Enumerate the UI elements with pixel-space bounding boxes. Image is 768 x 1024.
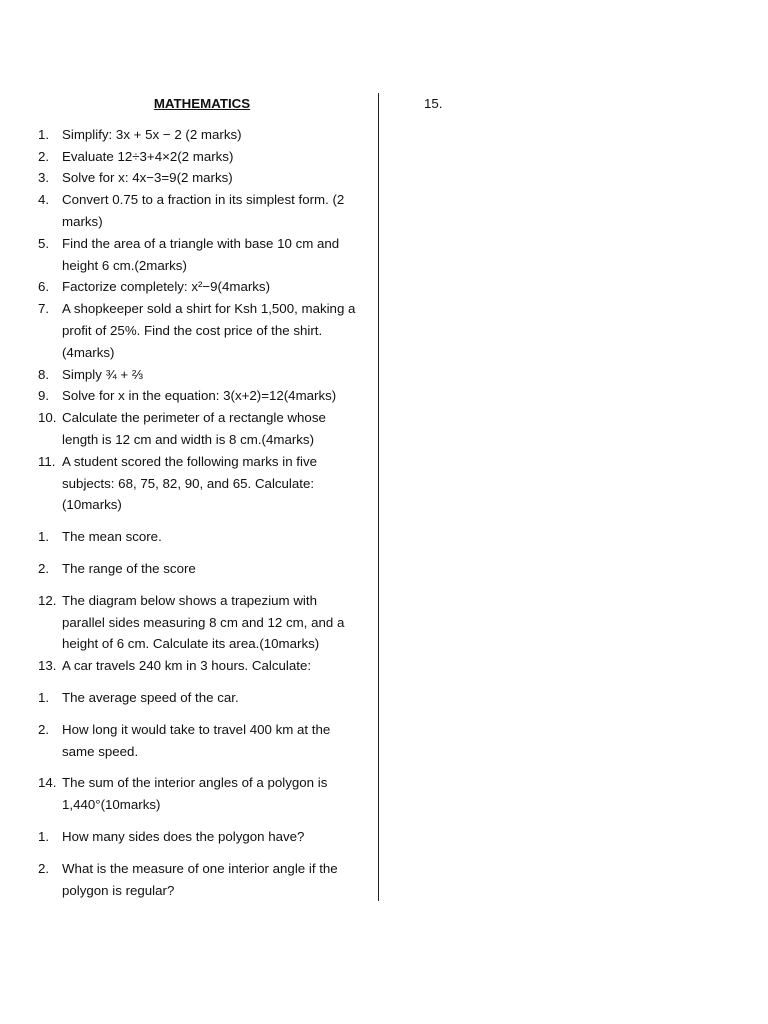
sub-question-text: The mean score. [62,529,162,545]
question-text: Convert 0.75 to a fraction in its simplest form. (2 marks) [62,192,345,229]
question-9 [38,385,356,407]
sub-question-14-1 [38,826,356,848]
question-6 [38,276,356,298]
sub-question-number: 1. [38,828,50,844]
question-text: The sum of the interior angles of a polygon is 1,440°(10marks) [62,775,328,813]
question-text: A car travels 240 km in 3 hours. Calculate: [62,658,312,674]
sub-question-text: What is the measure of one interior angle if the polygon is regular? [62,860,338,898]
question-11 [38,451,356,516]
question-number: 13. [38,658,57,674]
question-number: 14. [38,775,57,791]
column-divider [378,93,379,901]
question-8 [38,364,356,386]
question-text: Simplify: 3x + 5x − 2 (2 marks) [62,126,242,142]
question-text: Calculate the perimeter of a rectangle whose length is 12 cm and width is 8 cm.(4marks) [62,410,326,447]
question-text: Find the area of a triangle with base 10 cm and height 6 cm.(2marks) [62,235,340,273]
question-number: 9. [38,388,50,404]
sub-question-number: 1. [38,529,50,545]
question-number: 4. [38,192,50,208]
question-3 [38,167,356,189]
sub-question-number: 2. [38,721,50,737]
question-1 [38,124,356,146]
question-text: A student scored the following marks in five subjects: 68, 75, 82, 90, and 65. Calculate: (10marks) [62,453,317,513]
question-text: Simply ¾ + ⅔ [62,366,143,382]
question-15-number: 15. [424,96,443,111]
question-text: A shopkeeper sold a shirt for Ksh 1,500, making a profit of 25%. Find the cost price of the shirt. (4marks) [62,301,356,360]
question-text: Factorize completely: x²−9(4marks) [62,279,271,295]
question-13 [38,655,356,677]
sub-question-number: 2. [38,860,50,876]
question-list [38,124,356,902]
sub-question-14-2 [38,858,356,902]
sub-question-13-2 [38,719,356,763]
sub-question-text: How many sides does the polygon have? [62,828,305,844]
question-number: 2. [38,148,50,164]
sub-question-text: The range of the score [62,560,196,576]
sub-question-11-1 [38,526,356,548]
question-text: Solve for x in the equation: 3(x+2)=12(4marks) [62,388,337,404]
question-number: 10. [38,410,57,426]
sub-question-text: The average speed of the car. [62,689,239,705]
question-number: 1. [38,126,50,142]
sub-question-number: 2. [38,560,50,576]
sub-question-13-1 [38,687,356,709]
sub-question-11-2 [38,558,356,580]
question-number: 5. [38,235,50,251]
question-10 [38,407,356,451]
question-number: 12. [38,592,57,608]
question-number: 3. [38,170,50,186]
sub-question-number: 1. [38,689,50,705]
page-title: MATHEMATICS [153,96,251,111]
question-text: Solve for x: 4x−3=9(2 marks) [62,170,233,186]
question-number: 8. [38,366,50,382]
question-text: The diagram below shows a trapezium with parallel sides measuring 8 cm and 12 cm, and a height of 6 cm. Calculate its area.(10marks) [62,592,345,652]
right-column [424,93,443,115]
question-number: 7. [38,301,50,317]
question-number: 11. [38,453,56,469]
question-7 [38,298,356,363]
question-text: Evaluate 12÷3+4×2(2 marks) [62,148,234,164]
sub-question-text: How long it would take to travel 400 km at the same speed. [62,721,331,759]
left-column [38,93,356,901]
question-2 [38,146,356,168]
question-5 [38,233,356,277]
question-14 [38,772,356,816]
question-4 [38,189,356,233]
question-12 [38,590,356,655]
question-number: 6. [38,279,50,295]
